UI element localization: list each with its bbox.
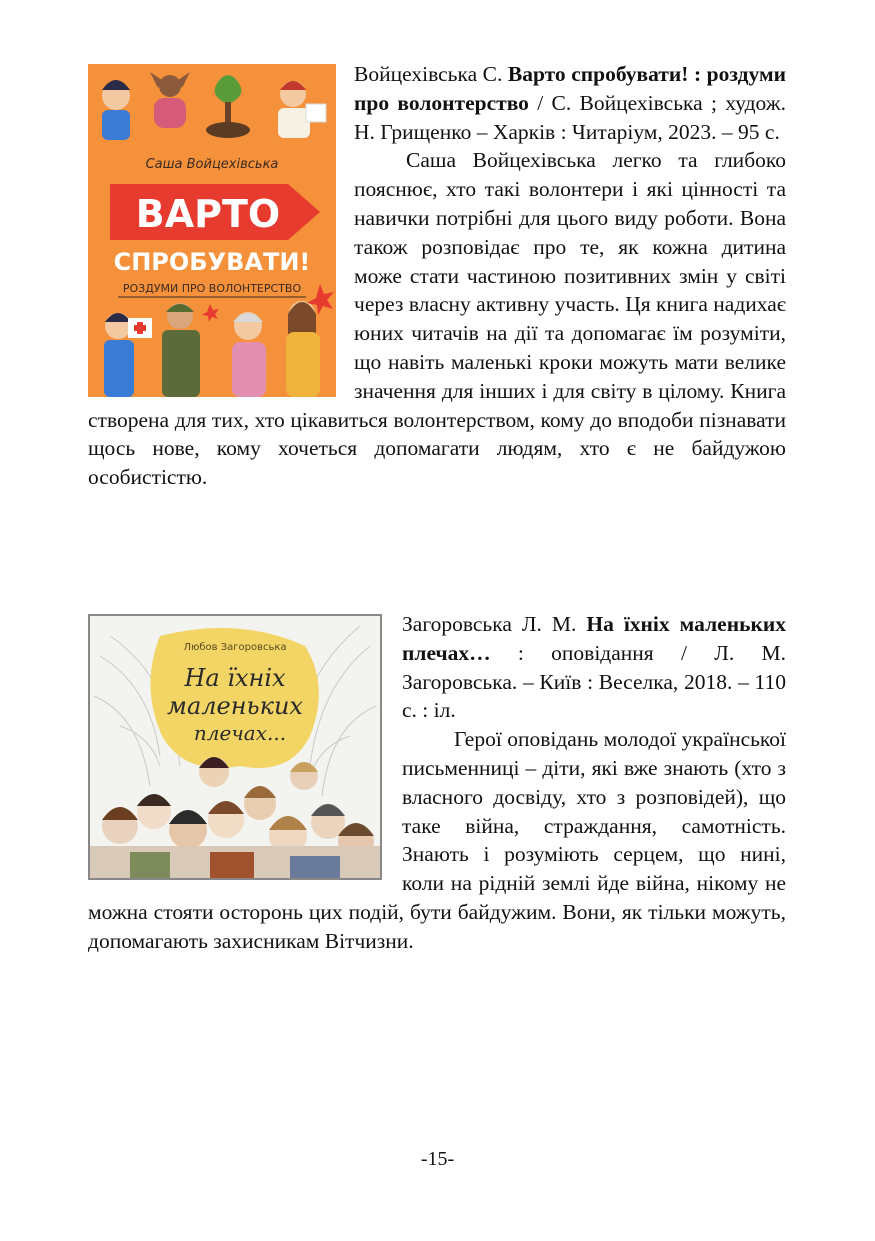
page-number: -15- (420, 1148, 455, 1170)
entry-2-authors: Загоровська Л. М. (402, 611, 587, 636)
cover-2-title-line1: На їхніх (184, 663, 286, 692)
entry-2-annotation: Герої оповідань молодої української письменниці – діти, які вже знають (хто з власного досвіду, хто з розповідей), що таке війна, страждання, самотність. Знають і розуміють серцем, що нині, коли на рідній землі йде війна, нікому не можна стояти осторонь цих подій, бути байдужим. Вони, як тільки можуть, допомагають захисникам Вітчизни. (88, 727, 786, 953)
cover-2-title-line2: маленьких (167, 691, 303, 720)
book-cover-2 (88, 614, 382, 880)
cover-2-author: Любов Загоровська (183, 641, 287, 653)
cover-2-title-line3: плечах... (193, 720, 287, 745)
entry-1-annotation: Саша Войцехівська легко та глибоко пояснює, хто такі волонтери і які цінності та навички потрібні для цього виду роботи. Вона також розповідає про те, як кожна дитина може стати частиною позитивних змін у світі через власну активну участь. Ця книга надихає юних читачів на дії та допомагає їм розуміти, що навіть маленькі кроки можуть мати велике значення для інших і для світу в цілому. Книга створена для тих, хто цікавиться волонтерством, кому до вподоби пізнавати щось нове, кому хочеться допомагати людям, хто є не байдужою особистістю. (88, 148, 786, 490)
entry-1-title: Варто спробувати! : роздуми про волонтерство (354, 62, 786, 115)
book-cover-1 (88, 64, 336, 397)
entry-1-authors: Войцехівська С. (354, 62, 508, 86)
book-entry-2 (88, 610, 786, 956)
entry-2-imprint: : оповідання / Л. М. Загоровська. – Київ : Веселка, 2018. – 110 с. : іл. (402, 640, 786, 723)
cover-1-subtitle: РОЗДУМИ ПРО ВОЛОНТЕРСТВО (122, 282, 302, 295)
entry-1-imprint: / С. Войцехівська ; худож. Н. Грищенко – Харків : Читаріум, 2023. – 95 с. (354, 90, 786, 144)
cover-1-title-line1: ВАРТО (135, 192, 281, 236)
cover-1-title-line2: СПРОБУВАТИ! (113, 248, 311, 276)
cover-1-author: Саша Войцехівська (145, 157, 279, 172)
book-entry-1 (88, 60, 786, 492)
book-cover-1-illustration (88, 64, 336, 397)
book-cover-2-illustration (90, 616, 380, 878)
entry-2-title: На їхніх маленьких плечах… (402, 611, 786, 665)
page-content (88, 60, 786, 956)
